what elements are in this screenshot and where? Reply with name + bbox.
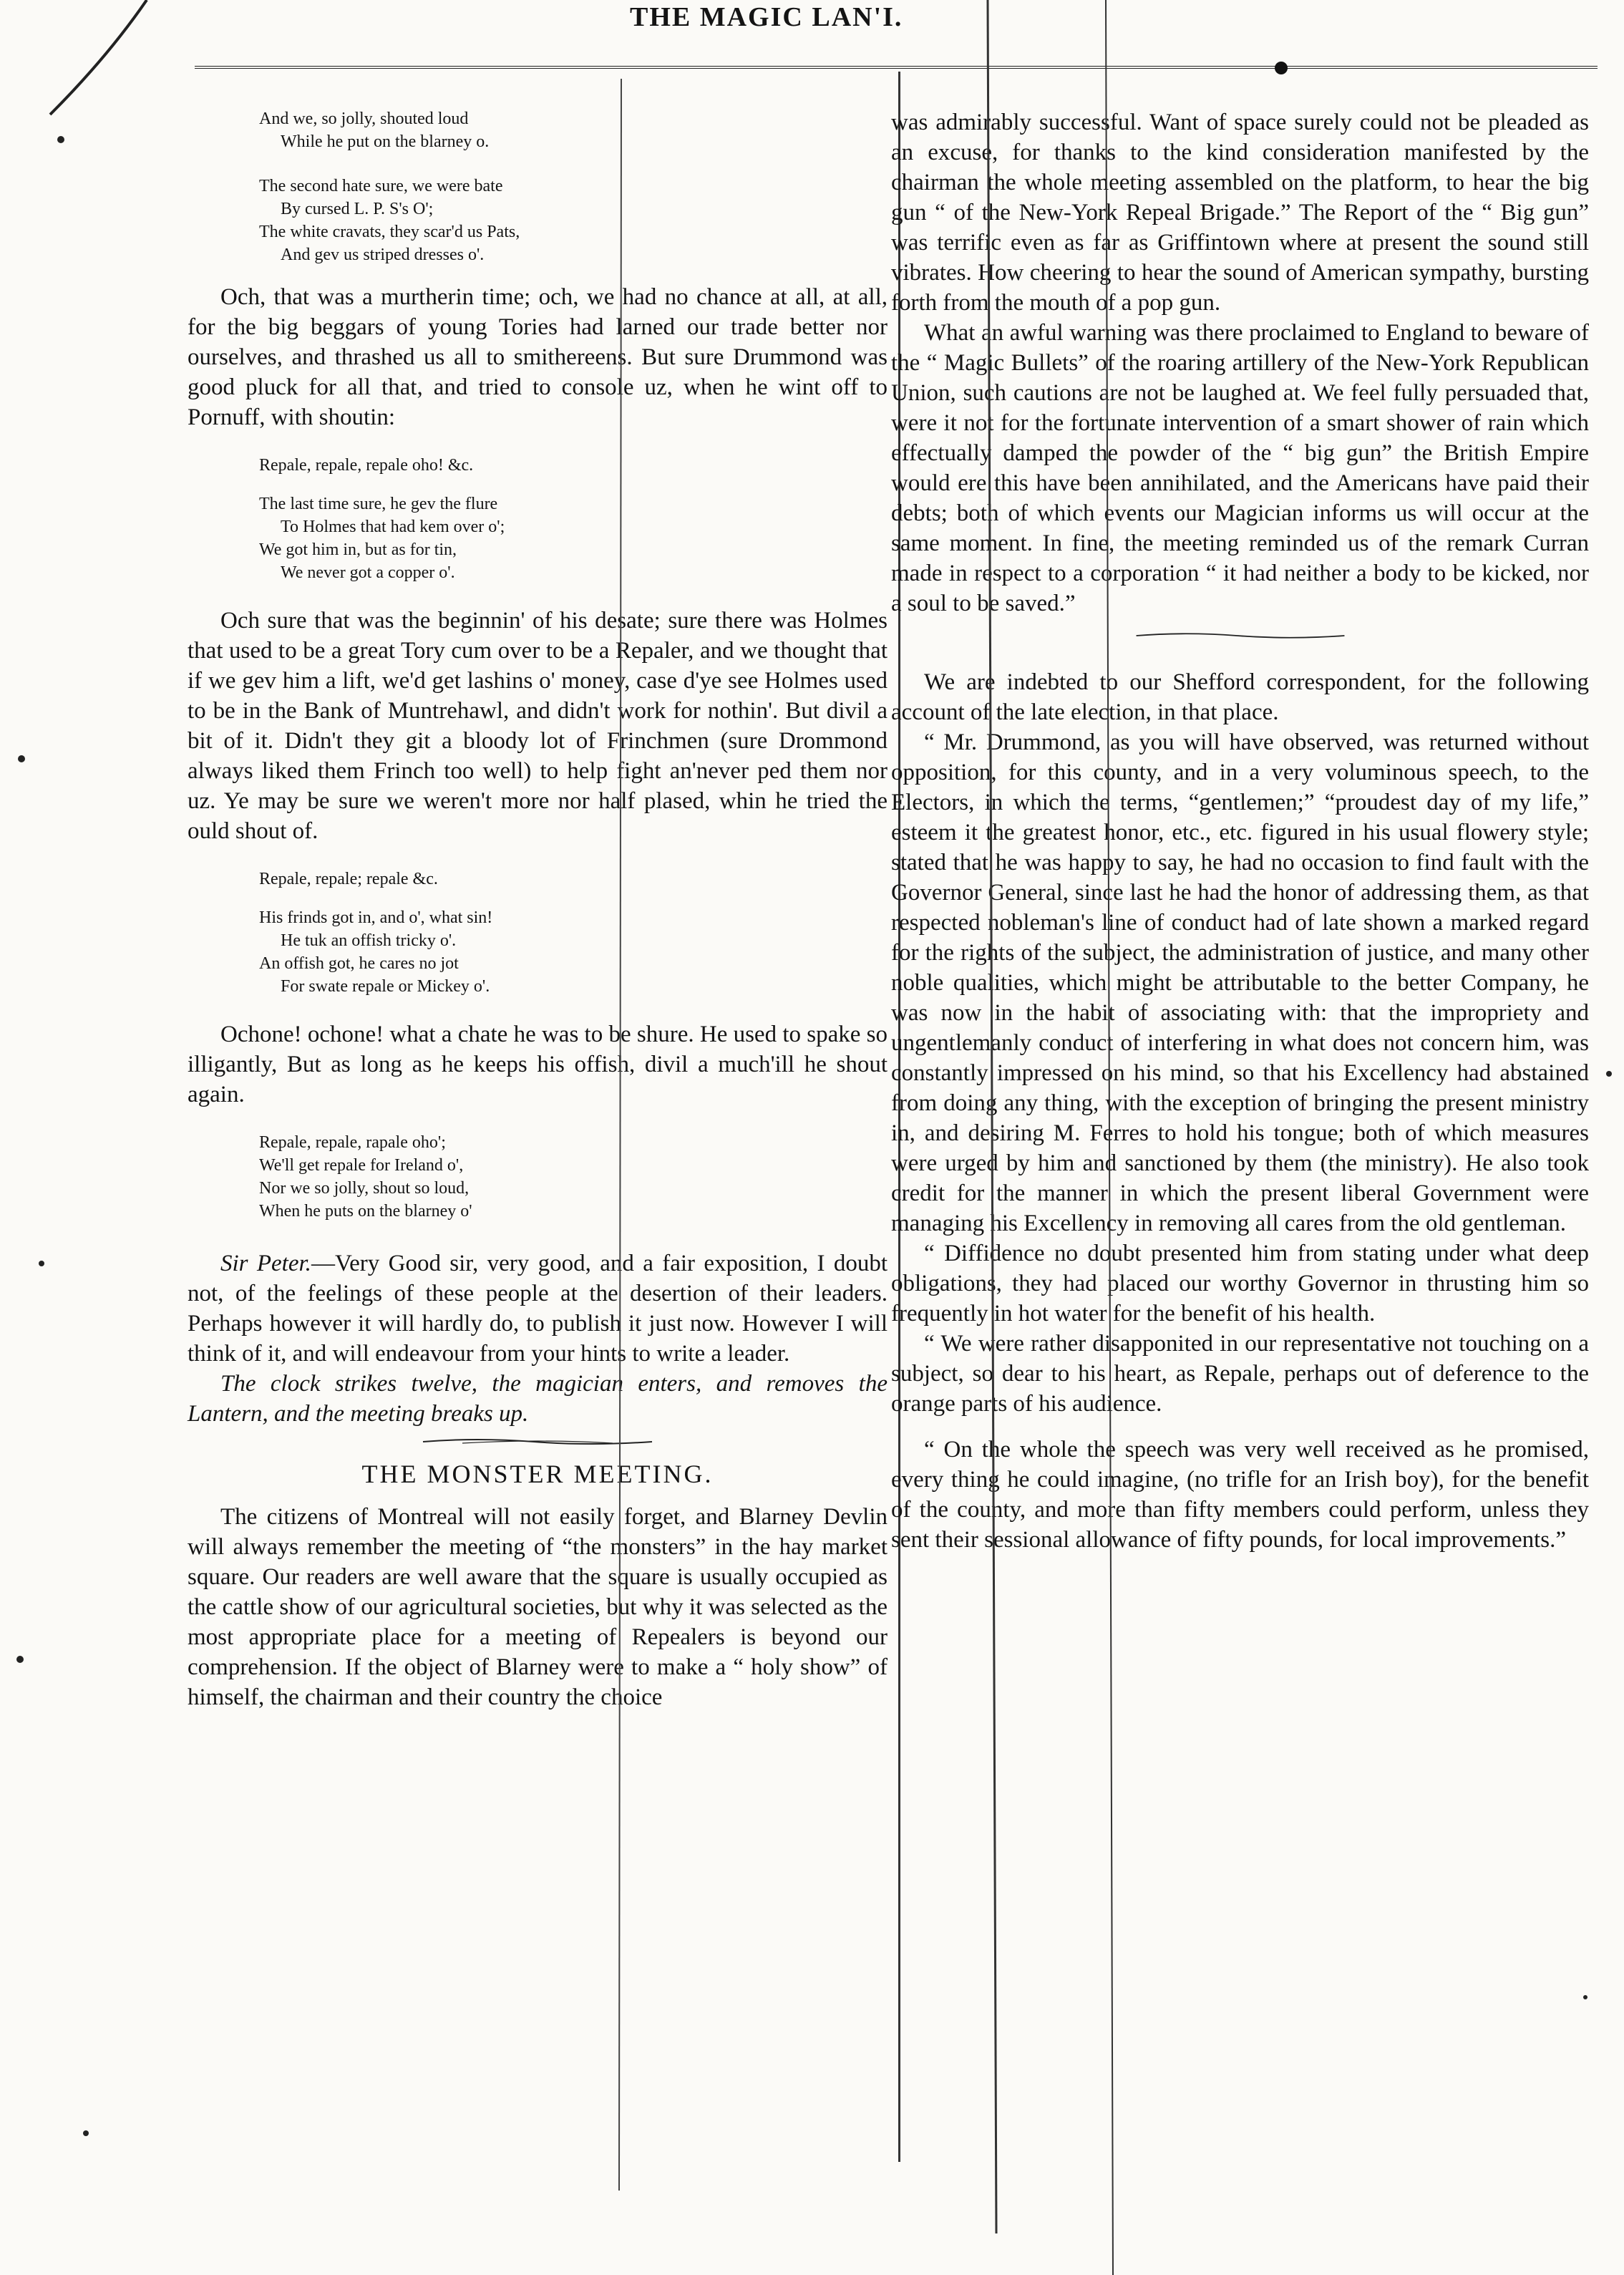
verse-stanza bbox=[188, 493, 888, 584]
paragraph-text: —Very Good sir, very good, and a fair exposition, I doubt not, of the feelings of these people at the desertion of their leaders. Perhaps however it will hardly do, to publish it just now. However I will think of it, and will endeavour from your hints to write a leader. bbox=[188, 1251, 888, 1367]
verse-line: The white cravats, they scar'd us Pats, bbox=[259, 223, 520, 241]
paragraph: “ On the whole the speech was very well received as he promised, every thing he could imagine, (no trifle for an Irish boy), for the benefit of the county, and more than fifty members could perform, unless they sent their sessional allowance of fifty pounds, for local improvements.” bbox=[891, 1437, 1589, 1553]
verse-line: For swate repale or Mickey o'. bbox=[281, 977, 490, 996]
verse-line: Nor we so jolly, shout so loud, bbox=[259, 1179, 470, 1198]
verse-line: And gev us striped dresses o'. bbox=[281, 246, 485, 264]
right-column bbox=[891, 107, 1589, 1555]
verse-stanza bbox=[188, 107, 888, 153]
verse-line: An offish got, he cares no jot bbox=[259, 954, 459, 973]
verse-stanza bbox=[188, 906, 888, 998]
paragraph: “ Diffidence no doubt presented him from stating under what deep obligations, they had placed our worthy Governor in thrusting him so frequently in hot water for the benefit of his health. bbox=[891, 1241, 1589, 1326]
verse-line: To Holmes that had kem over o'; bbox=[281, 518, 505, 536]
verse-stanza bbox=[188, 175, 888, 266]
paragraph-sir-peter bbox=[188, 1248, 888, 1369]
left-column bbox=[188, 107, 888, 1712]
verse-line: The last time sure, he gev the flure bbox=[259, 495, 498, 513]
verse-line: Repale, repale; repale &c. bbox=[259, 870, 438, 888]
verse-line: And we, so jolly, shouted loud bbox=[259, 110, 469, 128]
verse-line: The second hate sure, we were bate bbox=[259, 177, 503, 195]
stage-direction: The clock strikes twelve, the magician enters, and removes the Lantern, and the meeting breaks up. bbox=[188, 1371, 888, 1427]
verse-line: We got him in, but as for tin, bbox=[259, 540, 457, 559]
paragraph: was admirably successful. Want of space surely could not be pleaded as an excuse, for thanks to the kind consideration manifested by the chairman the whole meeting assembled on the platform, to hear the big gun “ of the New-York Repeal Brigade.” The Report of the “ Big gun” was terrific even as far as Griffintown where at present the sound still vibrates. How cheering to hear the sound of American sympathy, bursting forth from the mouth of a pop gun. bbox=[891, 110, 1589, 316]
divider-flourish bbox=[1133, 630, 1348, 641]
paragraph: “ Mr. Drummond, as you will have observed, was returned without opposition, for this county, and in a very voluminous speech, to the Electors, in which the terms, “gentlemen;” “proudest day of my life,” esteem it the greatest honor, etc., etc. figured in his usual flowery style; stated that he was happy to say, he had no occasion to find fault with the Governor General, since last he had the honor of addressing them, as that respected nobleman's line of conduct had of late shown a marked regard for the rights of the subject, the administration of justice, and many other noble qualities, which might be attributable to the better Company, he was now in the habit of associating with: that the impropriety and ungentlemanly conduct of interfering in what does not concern him, was constantly impressed on his mind, so that his Excellency had abstained from doing any thing, with the exception of bringing the present ministry in, and desiring M. Ferres to hold his tongue; both of which measures were urged by him and sanctioned by them (the ministry). He also took credit for the manner in which the present liberal Government were managing his Excellency in removing all cares from the old gentleman. bbox=[891, 729, 1589, 1236]
paragraph: Och, that was a murtherin time; och, we had no chance at all, at all, for the big beggars of young Tories had larned our trade better nor ourselves, and thrashed us all to smithereens. But sure Drummond was good pluck for all that, and tried to console uz, when he wint off to Pornuff, with shoutin: bbox=[188, 284, 888, 430]
verse-line: He tuk an offish tricky o'. bbox=[281, 931, 457, 950]
speaker-label: Sir Peter. bbox=[220, 1251, 311, 1276]
verse-line: When he puts on the blarney o' bbox=[259, 1202, 472, 1221]
paragraph: “ We were rather disapponited in our representative not touching on a subject, so dear to his heart, as Repale, perhaps out of deference to the orange parts of his audience. bbox=[891, 1331, 1589, 1417]
masthead-title: THE MAGIC LAN'I. bbox=[630, 2, 903, 32]
verse-line: We'll get repale for Ireland o', bbox=[259, 1156, 464, 1175]
paragraph: Ochone! ochone! what a chate he was to be shure. He used to spake so illigantly, But as long as he keeps his offish, divil a much'ill he shout again. bbox=[188, 1022, 888, 1107]
verse-stanza bbox=[188, 1131, 888, 1223]
verse-line: Repale, repale, rapale oho'; bbox=[259, 1133, 446, 1152]
verse-refrain bbox=[188, 868, 888, 891]
paragraph: Och sure that was the beginnin' of his desate; sure there was Holmes that used to be a great Tory cum over to be a Repaler, and we thought that if we gev him a lift, we'd get lashins o' money, case d'ye see Holmes used to be in the Bank of Muntrehawl, and didn't work for nothin'. But divil a bit of it. Didn't they git a bloody lot of Frinchmen (sure Drommond always liked them Frinch too well) to help fight an'never ped them nor uz. Ye may be sure we weren't more nor half plased, whin he tried the ould shout of. bbox=[188, 608, 888, 844]
verse-refrain bbox=[188, 454, 888, 477]
paragraph: We are indebted to our Shefford correspondent, for the following account of the late election, in that place. bbox=[891, 669, 1589, 725]
verse-line: We never got a copper o'. bbox=[281, 563, 455, 582]
verse-line: While he put on the blarney o. bbox=[281, 132, 490, 151]
paragraph: What an awful warning was there proclaimed to England to beware of the “ Magic Bullets” of the roaring artillery of the New-York Republican Union, such cautions are not be laughed at. We feel fully persuaded that, were it not for the fortunate intervention of a smart shower of rain which effectually damped the powder of the “ big gun” the British Empire would ere this have been annihilated, and the Americans have paid their debts; both of which events our Magician informs us will occur at the same moment. In fine, the meeting reminded us of the remark Curran made in respect to a corporation “ it had neither a body to be kicked, nor a soul to be saved.” bbox=[891, 320, 1589, 616]
divider-flourish bbox=[419, 1436, 656, 1447]
verse-line: Repale, repale, repale oho! &c. bbox=[259, 456, 474, 475]
verse-line: By cursed L. P. S's O'; bbox=[281, 200, 434, 218]
header-rule bbox=[195, 66, 1598, 69]
paragraph: The citizens of Montreal will not easily forget, and Blarney Devlin will always remember the meeting of “the monsters” in the hay market square. Our readers are well aware that the square is usually occupied as the cattle show of our agricultural societies, but why it was selected as the most appropriate place for a meeting of Repealers is beyond our comprehension. If the object of Blarney were to make a “ holy show” of himself, the chairman and their country the choice bbox=[188, 1504, 888, 1710]
section-heading: THE MONSTER MEETING. bbox=[361, 1460, 714, 1488]
verse-line: His frinds got in, and o', what sin! bbox=[259, 908, 493, 927]
